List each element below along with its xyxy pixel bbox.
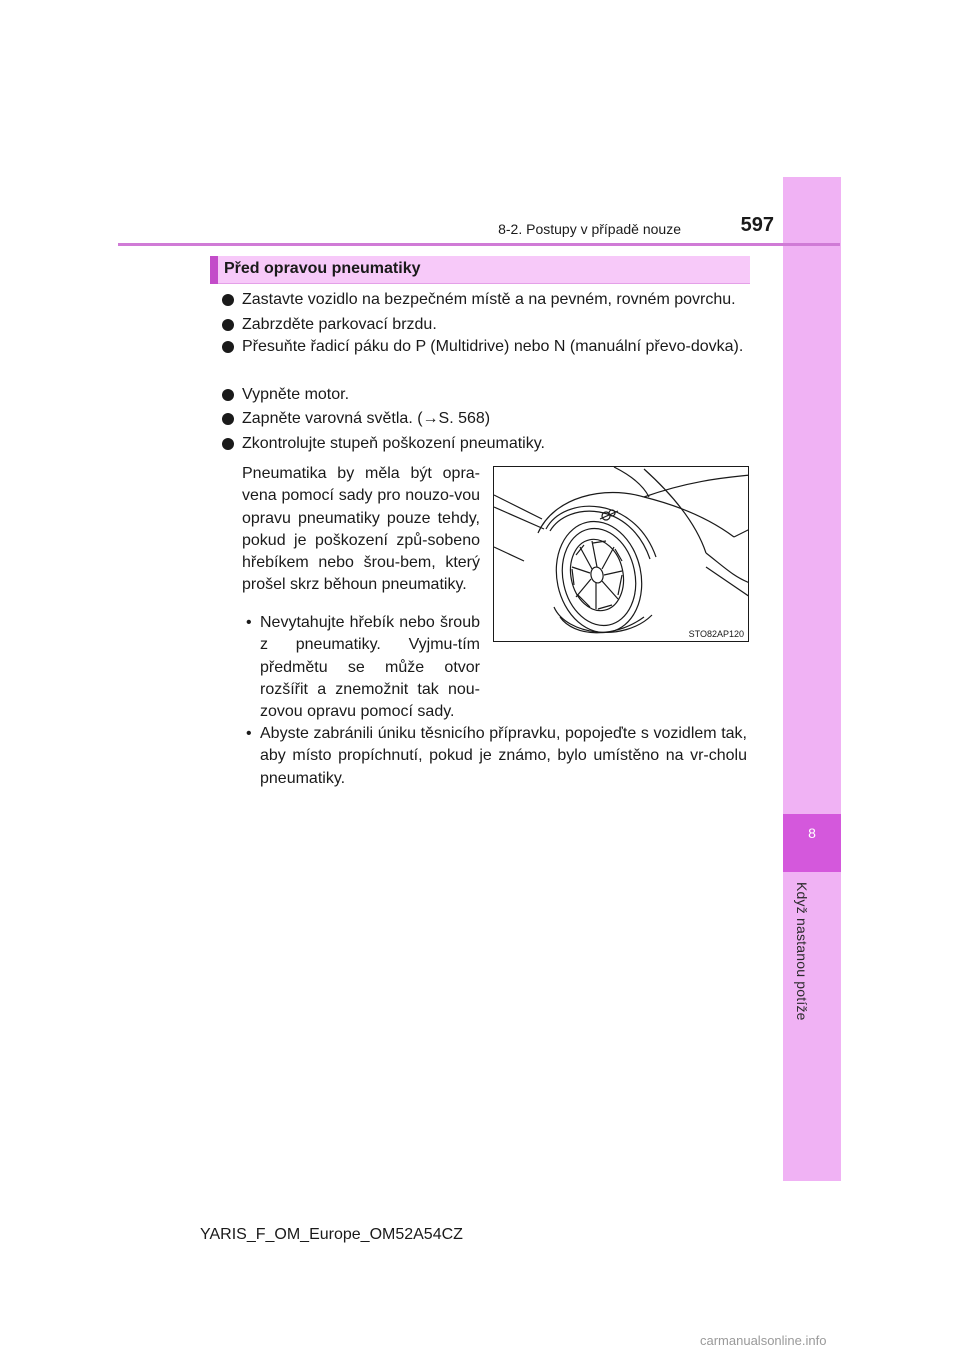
list-item-text: Zkontrolujte stupeň poškození pneumatiky. xyxy=(242,435,545,452)
list-item-text: Zastavte vozidlo na bezpečném místě a na pevném, rovném povrchu. xyxy=(242,291,736,308)
list-item-text[interactable]: Zapněte varovná světla. (→S. 568) xyxy=(242,410,491,427)
sub-list-item xyxy=(242,723,747,790)
figure-code: STO82AP120 xyxy=(688,629,744,639)
sub-list-item-text: Abyste zabránili úniku těsnicího přípravku, popojeďte s vozidlem tak, aby místo propíchnutí, pokud je známo, bylo umístěno na vr-cholu pneumatiky. xyxy=(260,725,747,787)
watermark: carmanualsonline.info xyxy=(700,1333,827,1348)
chapter-label: Když nastanou potíže xyxy=(794,882,810,1021)
chapter-number: 8 xyxy=(808,825,816,841)
bullet-icon xyxy=(222,438,234,450)
list-item-text: Zabrzděte parkovací brzdu. xyxy=(242,316,437,333)
bullet-icon xyxy=(222,413,234,425)
chapter-tab-active[interactable] xyxy=(783,814,841,872)
page-number: 597 xyxy=(740,214,774,236)
car-wheel-illustration xyxy=(494,467,749,642)
bullet-icon xyxy=(222,319,234,331)
sub-bullet-icon: • xyxy=(246,614,252,631)
sub-list-item xyxy=(242,612,480,723)
flat-tire-illustration xyxy=(493,466,749,642)
bullet-icon xyxy=(222,389,234,401)
header-section-title: 8-2. Postupy v případě nouze xyxy=(498,221,681,237)
sub-list-item-text: Nevytahujte hřebík nebo šroub z pneumatiky. Vyjmu-tím předmětu se může otvor rozšířit a znemožnit tak nou-zovou opravu pomocí sady. xyxy=(260,614,480,721)
tire-repair-paragraph: Pneumatika by měla být opra-vena pomocí sady pro nouzo-vou opravu pneumatiky pouze tehdy, pokud je poškození způ-sobeno hřebíkem nebo šrou-bem, který prošel skrz běhoun pneumatiky. xyxy=(242,465,480,594)
header-divider xyxy=(118,243,840,246)
bullet-icon xyxy=(222,294,234,306)
section-heading-accent xyxy=(210,256,218,284)
list-item-text: Přesuňte řadicí páku do P (Multidrive) nebo N (manuální převo-dovka). xyxy=(242,338,744,355)
bullet-icon xyxy=(222,341,234,353)
section-heading: Před opravou pneumatiky xyxy=(224,260,421,277)
document-code-footer: YARIS_F_OM_Europe_OM52A54CZ xyxy=(200,1226,463,1243)
sub-bullet-icon: • xyxy=(246,725,252,742)
list-item-text: Vypněte motor. xyxy=(242,386,350,403)
